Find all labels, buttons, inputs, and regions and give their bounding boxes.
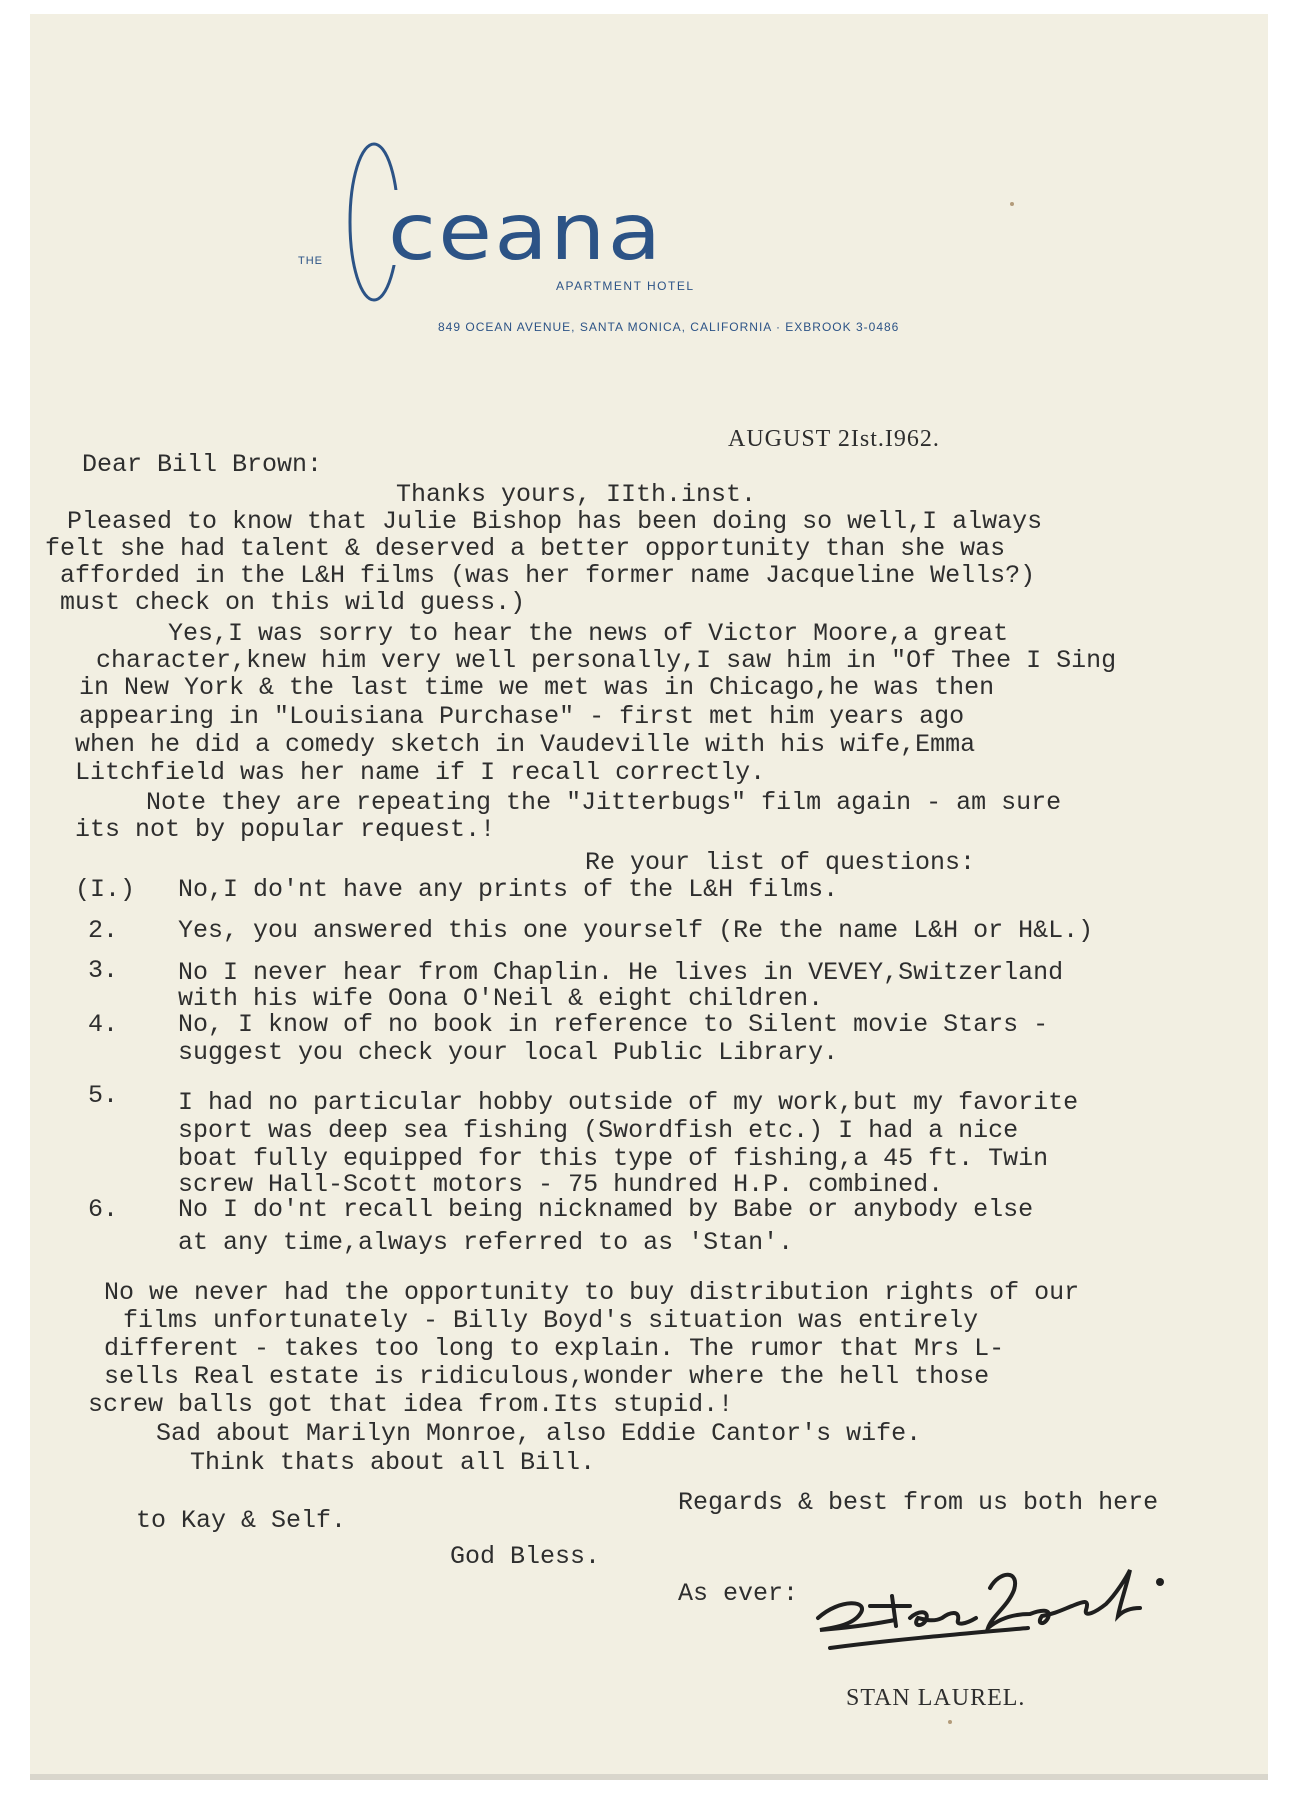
intro-line: appearing in "Louisiana Purchase" - first met him years ago <box>79 702 965 731</box>
question-answer: Yes, you answered this one yourself (Re the name L&H or H&L.) <box>178 916 1094 945</box>
question-answer: boat fully equipped for this type of fishing,a 45 ft. Twin <box>178 1144 1049 1173</box>
letterhead-name-rest: ceana <box>388 188 664 278</box>
letterhead-name <box>388 188 664 278</box>
intro-line: felt she had talent & deserved a better opportunity than she was <box>45 534 1006 563</box>
question-answer: No,I do'nt have any prints of the L&H films. <box>178 875 839 904</box>
question-answer: No, I know of no book in reference to Silent movie Stars - <box>178 1010 1049 1039</box>
letterhead-address: 849 OCEAN AVENUE, SANTA MONICA, CALIFORNIA · EXBROOK 3-0486 <box>438 320 900 334</box>
as-ever-line: As ever: <box>678 1579 799 1608</box>
closing-line: No we never had the opportunity to buy distribution rights of our <box>104 1278 1080 1307</box>
question-answer: with his wife Oona O'Neil & eight children. <box>178 984 824 1013</box>
intro-line: Litchfield was her name if I recall correctly. <box>75 758 766 787</box>
closing-line: Sad about Marilyn Monroe, also Eddie Cantor's wife. <box>156 1419 922 1448</box>
signature-stan-laurel <box>800 1548 1170 1658</box>
letterhead-the: THE <box>298 255 323 267</box>
intro-line: Note they are repeating the "Jitterbugs" film again - am sure <box>146 788 1062 817</box>
to-kay-line: to Kay & Self. <box>136 1506 347 1535</box>
intro-line: Thanks yours, IIth.inst. <box>396 480 757 509</box>
question-answer: suggest you check your local Public Library. <box>178 1038 839 1067</box>
intro-line: Pleased to know that Julie Bishop has been doing so well,I always <box>67 507 1043 536</box>
question-number: 5. <box>88 1081 119 1110</box>
question-number: (I.) <box>75 875 136 904</box>
question-answer: sport was deep sea fishing (Swordfish etc.) I had a nice <box>178 1116 1019 1145</box>
closing-line: Think thats about all Bill. <box>190 1448 596 1477</box>
intro-line: Re your list of questions: <box>585 848 976 877</box>
paper-speck <box>948 1720 952 1724</box>
closing-line: films unfortunately - Billy Boyd's situation was entirely <box>123 1306 979 1335</box>
paper-speck <box>1010 202 1014 206</box>
paper-edge <box>30 1774 1268 1780</box>
closing-line: different - takes too long to explain. The rumor that Mrs L- <box>104 1334 1005 1363</box>
intro-line: in New York & the last time we met was in Chicago,he was then <box>79 673 995 702</box>
intro-line: Yes,I was sorry to hear the news of Victor Moore,a great <box>168 619 1009 648</box>
question-answer: No I do'nt recall being nicknamed by Babe or anybody else <box>178 1195 1034 1224</box>
closing-line: sells Real estate is ridiculous,wonder where the hell those <box>104 1362 990 1391</box>
intro-line: character,knew him very well personally,I saw him in "Of Thee I Sing <box>96 646 1117 675</box>
intro-line: afforded in the L&H films (was her former name Jacqueline Wells?) <box>60 561 1036 590</box>
question-number: 4. <box>88 1010 119 1039</box>
intro-line: its not by popular request.! <box>75 815 496 844</box>
letter-date: AUGUST 2Ist.I962. <box>728 426 940 452</box>
god-bless-line: God Bless. <box>450 1542 601 1571</box>
closing-line: screw balls got that idea from.Its stupid.! <box>88 1390 734 1419</box>
regards-line: Regards & best from us both here <box>678 1488 1159 1517</box>
question-answer: screw Hall-Scott motors - 75 hundred H.P. combined. <box>178 1170 944 1199</box>
letterhead-subtitle: APARTMENT HOTEL <box>556 279 695 293</box>
intro-line: when he did a comedy sketch in Vaudeville with his wife,Emma <box>75 730 976 759</box>
question-answer: No I never hear from Chaplin. He lives in VEVEY,Switzerland <box>178 958 1064 987</box>
typed-name: STAN LAUREL. <box>846 1685 1026 1711</box>
salutation: Dear Bill Brown: <box>82 450 323 479</box>
question-answer: at any time,always referred to as 'Stan'. <box>178 1228 794 1257</box>
question-answer: I had no particular hobby outside of my work,but my favorite <box>178 1088 1079 1117</box>
question-number: 3. <box>88 956 119 985</box>
question-number: 6. <box>88 1195 119 1224</box>
intro-line: must check on this wild guess.) <box>60 588 526 617</box>
question-number: 2. <box>88 916 119 945</box>
